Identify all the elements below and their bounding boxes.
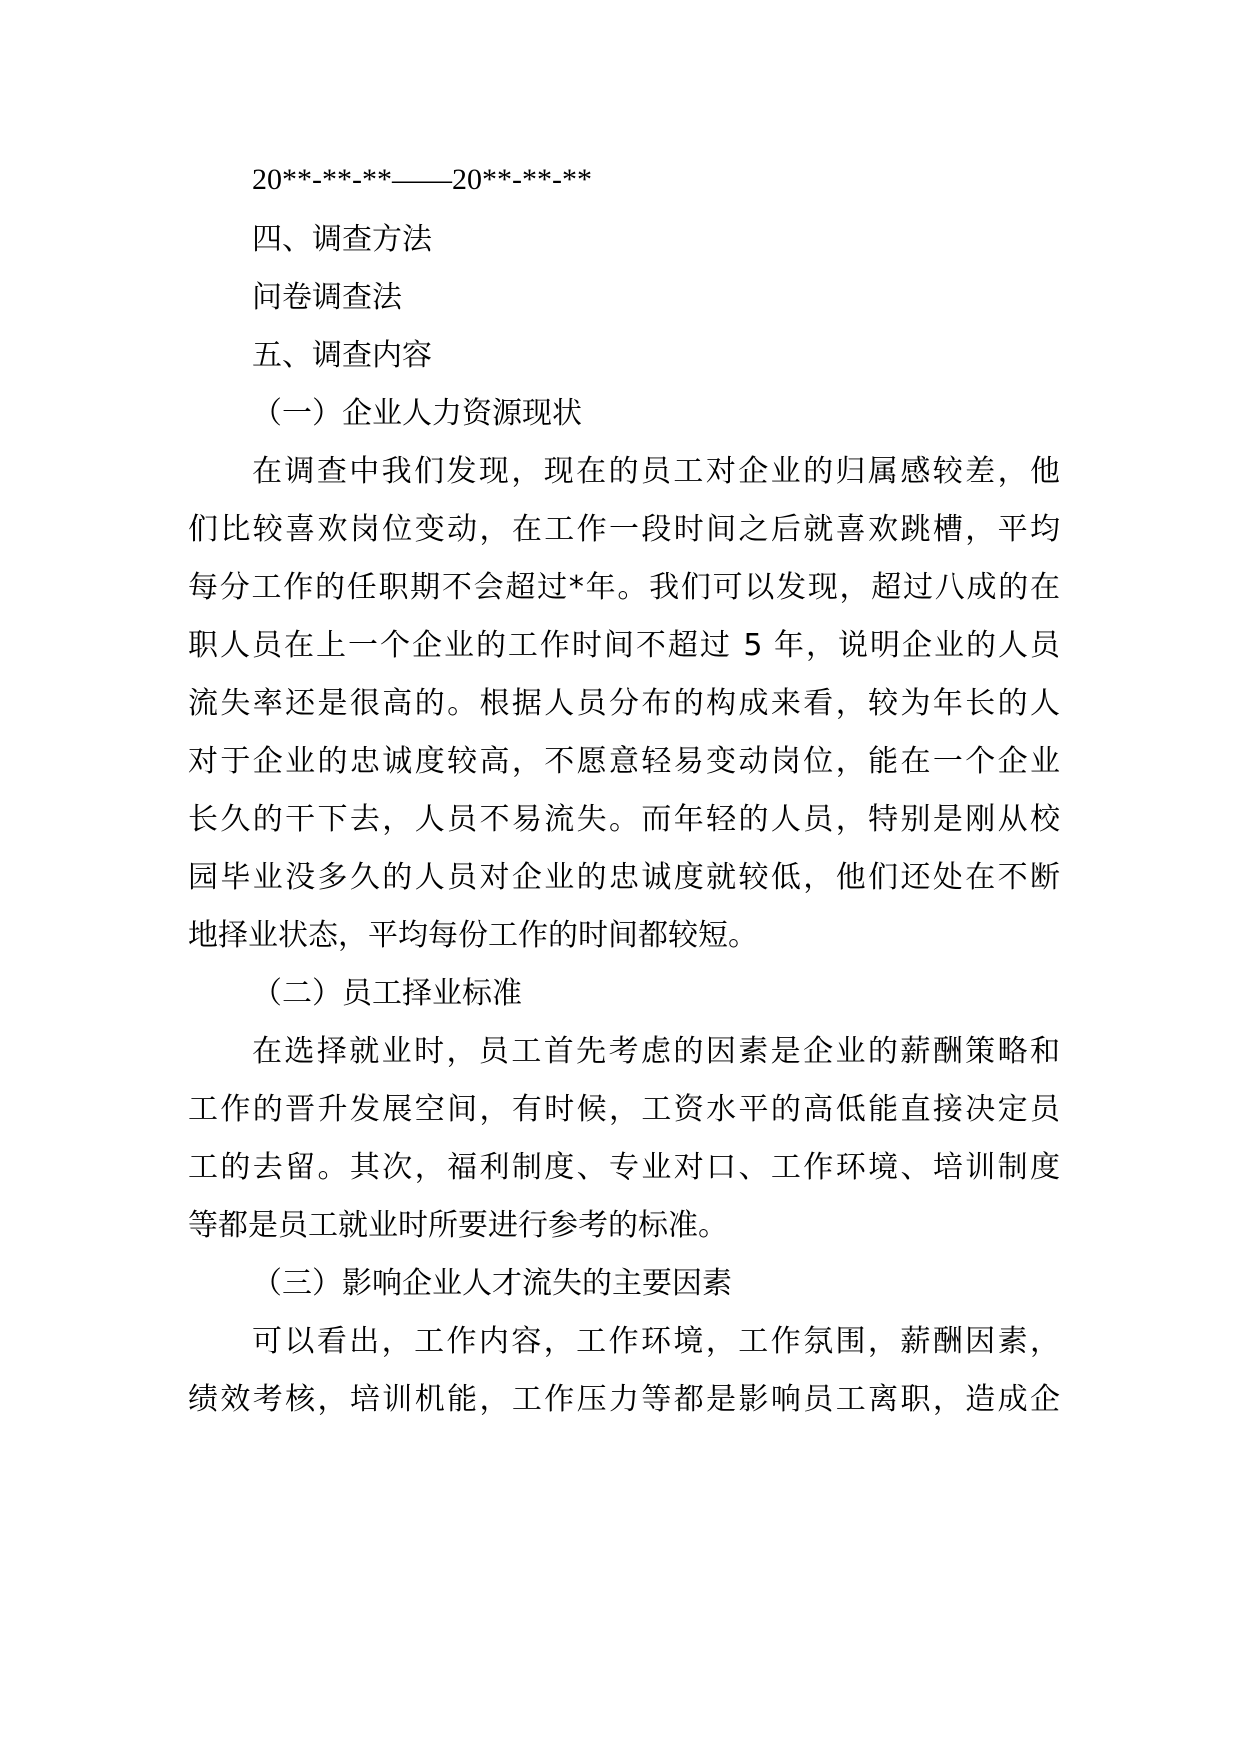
paragraph-2-line: 工作的晋升发展空间，有时候，工资水平的高低能直接决定员 [188,1092,1060,1127]
paragraph-1-line: 长久的干下去，人员不易流失。而年轻的人员，特别是刚从校 [188,802,1060,837]
paragraph-3-line: 可以看出，工作内容，工作环境，工作氛围，薪酬因素， [252,1324,1060,1359]
paragraph-1-line: 们比较喜欢岗位变动，在工作一段时间之后就喜欢跳槽，平均 [188,512,1060,547]
paragraph-2-line: 等都是员工就业时所要进行参考的标准。 [188,1208,728,1243]
subsection-2-heading: （二）员工择业标准 [252,976,522,1011]
paragraph-1-line: 对于企业的忠诚度较高，不愿意轻易变动岗位，能在一个企业 [188,744,1060,779]
subsection-3-heading: （三）影响企业人才流失的主要因素 [252,1266,732,1301]
section-5-heading: 五、调查内容 [252,338,432,373]
subsection-1-heading: （一）企业人力资源现状 [252,396,582,431]
section-4-body: 问卷调查法 [252,280,402,315]
date-range: 20**-**-**——20**-**-** [252,163,592,196]
paragraph-1-line: 在调查中我们发现，现在的员工对企业的归属感较差，他 [252,454,1060,489]
paragraph-1-line: 每分工作的任职期不会超过*年。我们可以发现，超过八成的在 [188,570,1060,605]
paragraph-2-line: 工的去留。其次，福利制度、专业对口、工作环境、培训制度 [188,1150,1060,1185]
paragraph-1-line: 地择业状态，平均每份工作的时间都较短。 [188,918,758,953]
paragraph-3-line: 绩效考核，培训机能，工作压力等都是影响员工离职，造成企 [188,1382,1060,1417]
paragraph-2-line: 在选择就业时，员工首先考虑的因素是企业的薪酬策略和 [252,1034,1060,1069]
section-4-heading: 四、调查方法 [252,222,432,257]
paragraph-1-line: 园毕业没多久的人员对企业的忠诚度就较低，他们还处在不断 [188,860,1060,895]
paragraph-1-line: 流失率还是很高的。根据人员分布的构成来看，较为年长的人 [188,686,1060,721]
paragraph-1-line: 职人员在上一个企业的工作时间不超过 5 年，说明企业的人员 [188,628,1060,663]
